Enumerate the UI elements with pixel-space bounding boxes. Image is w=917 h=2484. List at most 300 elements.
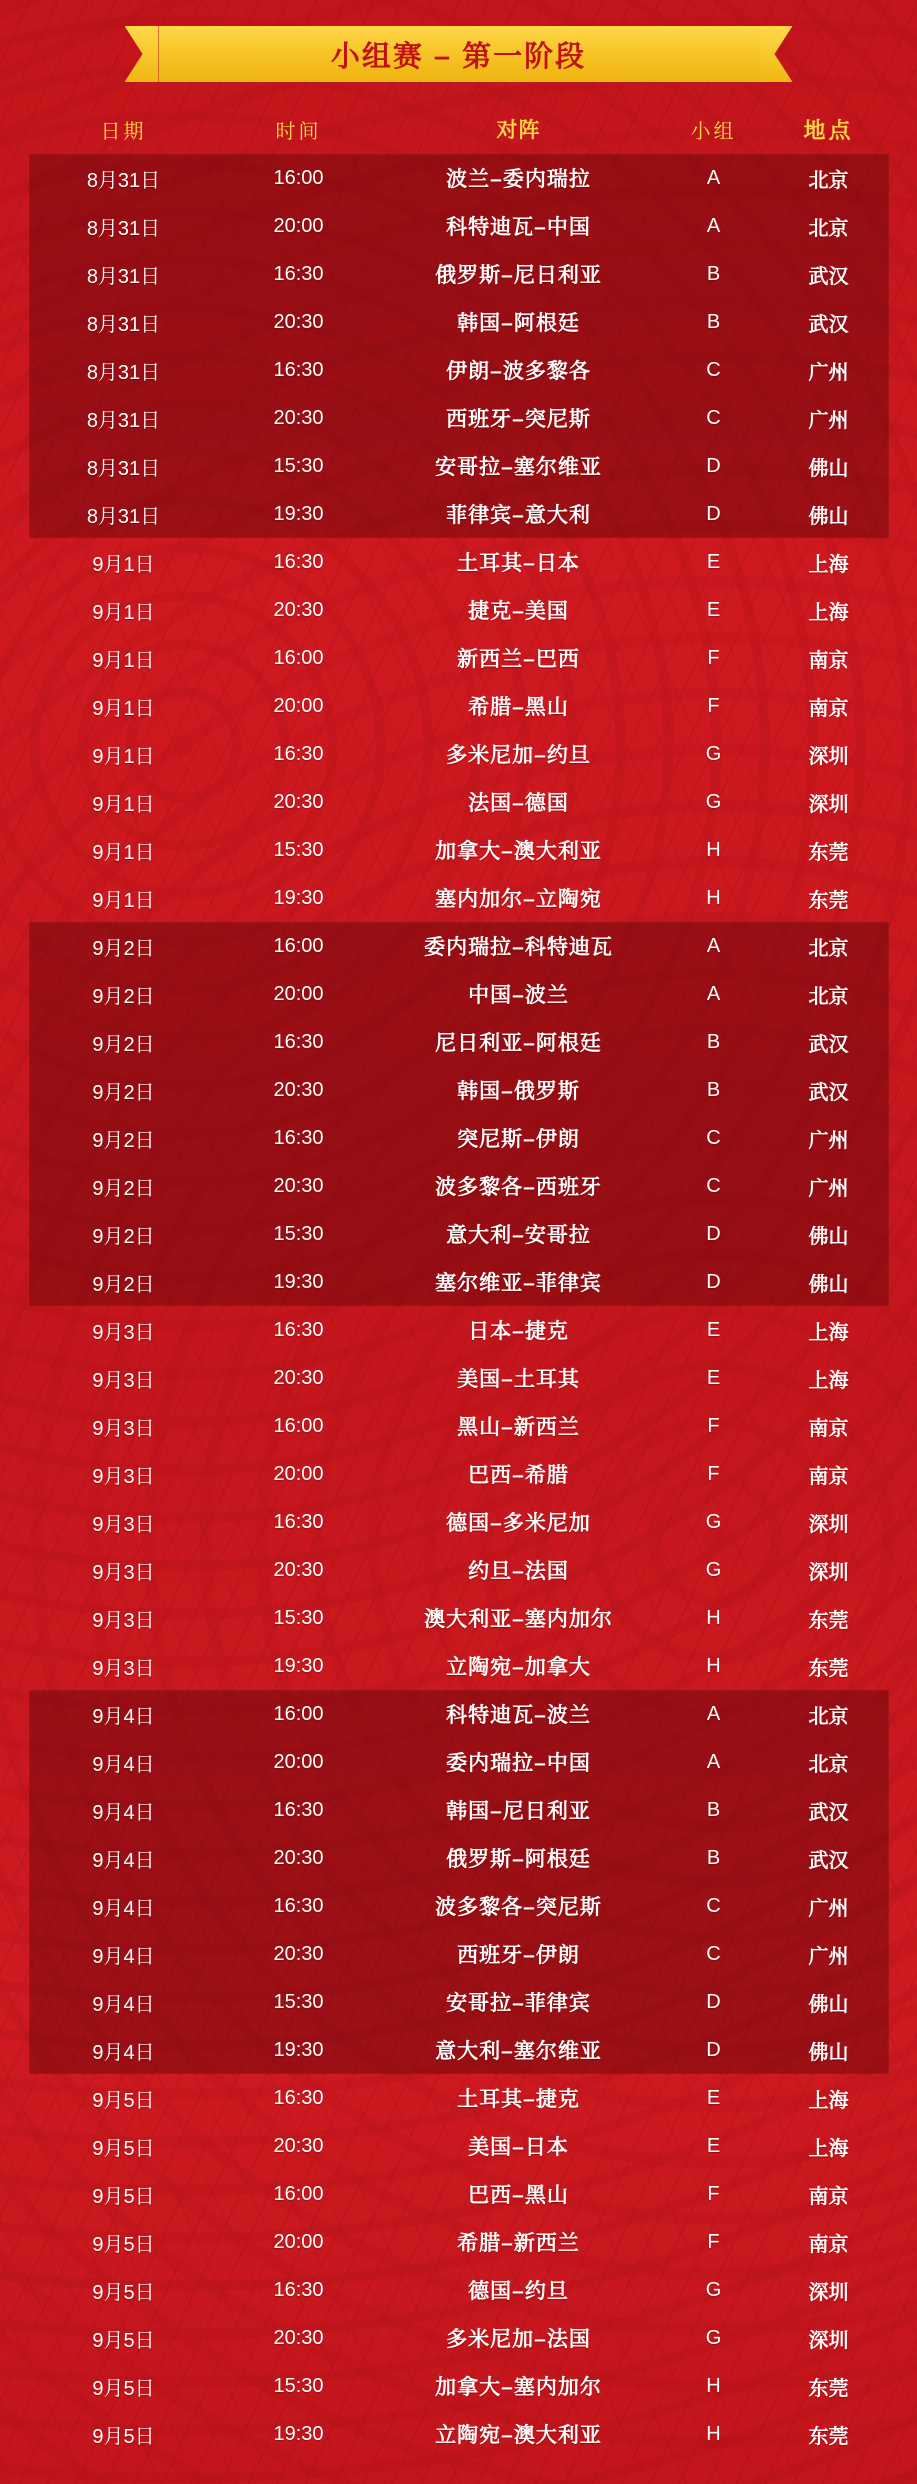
cell-group: E [706, 598, 721, 621]
cell-venue: 南京 [808, 2233, 849, 2256]
cell-match: 波多黎各–突尼斯 [435, 1896, 602, 1919]
cell-time: 16:30 [273, 1510, 324, 1533]
column-header-date: 日期 [100, 120, 147, 143]
cell-date: 9月2日 [92, 1081, 155, 1104]
cell-time: 20:30 [273, 310, 324, 333]
table-row[interactable] [29, 2122, 889, 2170]
cell-venue: 东莞 [808, 1657, 849, 1680]
cell-group: F [707, 2182, 720, 2205]
cell-match: 希腊–黑山 [468, 696, 569, 719]
table-row[interactable] [29, 2362, 889, 2410]
cell-venue: 佛山 [808, 1993, 849, 2016]
cell-match: 菲律宾–意大利 [446, 504, 591, 527]
cell-match: 黑山–新西兰 [457, 1416, 580, 1439]
cell-group: F [707, 1414, 720, 1437]
column-header-venue: 地点 [803, 117, 854, 143]
cell-match: 中国–波兰 [468, 984, 569, 1007]
cell-time: 20:30 [273, 1366, 324, 1389]
cell-date: 9月3日 [92, 1465, 155, 1488]
cell-group: B [706, 1846, 721, 1869]
cell-date: 9月3日 [92, 1321, 155, 1344]
cell-match: 安哥拉–菲律宾 [446, 1992, 591, 2015]
cell-venue: 上海 [808, 553, 849, 576]
table-row[interactable] [29, 1882, 889, 1930]
cell-venue: 武汉 [808, 1849, 849, 1872]
cell-date: 9月1日 [92, 601, 155, 624]
cell-venue: 南京 [808, 1465, 849, 1488]
cell-date: 9月5日 [92, 2281, 155, 2304]
cell-match: 意大利–安哥拉 [446, 1224, 591, 1247]
cell-venue: 东莞 [808, 889, 849, 912]
table-row[interactable] [29, 442, 889, 490]
cell-match: 韩国–阿根廷 [457, 312, 580, 335]
cell-group: D [706, 1990, 721, 2013]
table-row[interactable] [29, 1642, 889, 1690]
cell-match: 委内瑞拉–科特迪瓦 [424, 936, 613, 959]
cell-time: 19:30 [273, 1270, 324, 1293]
cell-date: 9月2日 [92, 985, 155, 1008]
cell-match: 希腊–新西兰 [457, 2232, 580, 2255]
cell-time: 15:30 [273, 1606, 324, 1629]
cell-time: 15:30 [273, 2374, 324, 2397]
cell-group: D [706, 1222, 721, 1245]
table-row[interactable] [29, 154, 889, 202]
cell-group: A [706, 214, 721, 237]
cell-group: H [706, 1606, 721, 1629]
cell-date: 9月4日 [92, 1993, 155, 2016]
cell-date: 9月1日 [92, 697, 155, 720]
cell-group: G [705, 1558, 722, 1581]
cell-venue: 武汉 [808, 265, 849, 288]
cell-time: 16:00 [273, 2182, 324, 2205]
table-row[interactable] [29, 730, 889, 778]
cell-match: 意大利–塞尔维亚 [435, 2040, 602, 2063]
cell-time: 20:30 [273, 1078, 324, 1101]
table-row[interactable] [29, 1402, 889, 1450]
day-group [29, 1306, 889, 1690]
cell-date: 9月1日 [92, 841, 155, 864]
cell-date: 8月31日 [86, 313, 161, 336]
page-title: 小组赛 – 第一阶段 [330, 40, 587, 73]
cell-match: 巴西–希腊 [468, 1464, 569, 1487]
cell-date: 9月4日 [92, 1897, 155, 1920]
table-row[interactable] [29, 1978, 889, 2026]
cell-time: 16:30 [273, 358, 324, 381]
cell-venue: 佛山 [808, 505, 849, 528]
table-row[interactable] [29, 1786, 889, 1834]
cell-date: 9月5日 [92, 2089, 155, 2112]
cell-match: 塞尔维亚–菲律宾 [435, 1272, 602, 1295]
cell-match: 俄罗斯–阿根廷 [446, 1848, 591, 1871]
cell-date: 8月31日 [86, 361, 161, 384]
cell-venue: 深圳 [808, 745, 849, 768]
day-group [29, 538, 889, 922]
table-row[interactable] [29, 2266, 889, 2314]
cell-group: E [706, 2086, 721, 2109]
cell-time: 19:30 [273, 1654, 324, 1677]
cell-time: 20:30 [273, 2326, 324, 2349]
table-row[interactable] [29, 2170, 889, 2218]
cell-date: 9月3日 [92, 1417, 155, 1440]
cell-time: 20:00 [273, 214, 324, 237]
cell-time: 15:30 [273, 1222, 324, 1245]
day-group [29, 2074, 889, 2458]
table-row[interactable] [29, 538, 889, 586]
cell-date: 9月1日 [92, 793, 155, 816]
schedule-table [29, 104, 889, 2484]
cell-venue: 佛山 [808, 1273, 849, 1296]
cell-time: 19:30 [273, 886, 324, 909]
table-row[interactable] [29, 970, 889, 1018]
cell-venue: 北京 [808, 1705, 849, 1728]
cell-date: 8月31日 [86, 409, 161, 432]
cell-time: 16:30 [273, 1318, 324, 1341]
cell-date: 9月3日 [92, 1369, 155, 1392]
cell-time: 20:00 [273, 982, 324, 1005]
cell-venue: 武汉 [808, 1801, 849, 1824]
cell-venue: 东莞 [808, 841, 849, 864]
cell-date: 9月2日 [92, 1033, 155, 1056]
cell-venue: 南京 [808, 2185, 849, 2208]
cell-group: A [706, 166, 721, 189]
cell-group: A [706, 934, 721, 957]
cell-time: 20:30 [273, 1558, 324, 1581]
cell-group: E [706, 1366, 721, 1389]
cell-match: 立陶宛–澳大利亚 [435, 2424, 602, 2447]
cell-time: 16:00 [273, 646, 324, 669]
cell-group: D [706, 1270, 721, 1293]
cell-venue: 南京 [808, 1417, 849, 1440]
cell-match: 捷克–美国 [468, 600, 569, 623]
table-row[interactable] [29, 2314, 889, 2362]
cell-date: 8月31日 [86, 265, 161, 288]
table-row[interactable] [29, 1354, 889, 1402]
cell-time: 20:00 [273, 1462, 324, 1485]
cell-group: B [706, 1798, 721, 1821]
table-row[interactable] [29, 826, 889, 874]
cell-group: G [705, 742, 722, 765]
cell-venue: 武汉 [808, 1081, 849, 1104]
cell-group: B [706, 262, 721, 285]
cell-venue: 上海 [808, 2137, 849, 2160]
cell-time: 20:30 [273, 406, 324, 429]
cell-date: 9月5日 [92, 2425, 155, 2448]
cell-match: 尼日利亚–阿根廷 [435, 1032, 602, 1055]
cell-group: H [706, 2374, 721, 2397]
cell-venue: 上海 [808, 601, 849, 624]
cell-time: 16:30 [273, 2086, 324, 2109]
cell-match: 波多黎各–西班牙 [435, 1176, 602, 1199]
cell-time: 16:30 [273, 1126, 324, 1149]
table-row[interactable] [29, 682, 889, 730]
cell-time: 19:30 [273, 2422, 324, 2445]
cell-venue: 深圳 [808, 793, 849, 816]
cell-group: G [705, 1510, 722, 1533]
cell-match: 德国–多米尼加 [446, 1512, 591, 1535]
cell-group: H [706, 886, 721, 909]
cell-match: 美国–日本 [468, 2136, 569, 2159]
cell-venue: 东莞 [808, 2425, 849, 2448]
cell-time: 15:30 [273, 1990, 324, 2013]
cell-time: 19:30 [273, 2038, 324, 2061]
table-row[interactable] [29, 586, 889, 634]
cell-match: 法国–德国 [468, 792, 569, 815]
table-row[interactable] [29, 2218, 889, 2266]
cell-date: 9月5日 [92, 2137, 155, 2160]
cell-time: 16:30 [273, 1030, 324, 1053]
table-row[interactable] [29, 778, 889, 826]
cell-date: 9月1日 [92, 553, 155, 576]
cell-match: 加拿大–塞内加尔 [435, 2376, 602, 2399]
day-group [29, 154, 889, 538]
cell-group: G [705, 2326, 722, 2349]
cell-group: C [706, 406, 721, 429]
cell-group: F [707, 1462, 720, 1485]
cell-date: 8月31日 [86, 457, 161, 480]
table-row[interactable] [29, 394, 889, 442]
cell-match: 立陶宛–加拿大 [446, 1656, 591, 1679]
cell-group: B [706, 1030, 721, 1053]
cell-group: E [706, 550, 721, 573]
table-row[interactable] [29, 1114, 889, 1162]
table-header-row [29, 104, 889, 154]
cell-time: 15:30 [273, 838, 324, 861]
cell-date: 9月5日 [92, 2233, 155, 2256]
cell-time: 16:30 [273, 262, 324, 285]
table-row[interactable] [29, 490, 889, 538]
cell-venue: 上海 [808, 1369, 849, 1392]
cell-venue: 佛山 [808, 457, 849, 480]
cell-date: 9月4日 [92, 1705, 155, 1728]
cell-date: 9月4日 [92, 1849, 155, 1872]
table-row[interactable] [29, 1066, 889, 1114]
cell-group: H [706, 838, 721, 861]
cell-date: 9月1日 [92, 649, 155, 672]
table-row[interactable] [29, 2026, 889, 2074]
table-row[interactable] [29, 1162, 889, 1210]
cell-time: 16:00 [273, 934, 324, 957]
cell-group: F [707, 694, 720, 717]
day-group [29, 1690, 889, 2074]
table-row[interactable] [29, 1450, 889, 1498]
cell-match: 多米尼加–约旦 [446, 744, 591, 767]
cell-date: 9月5日 [92, 2377, 155, 2400]
cell-venue: 北京 [808, 985, 849, 1008]
cell-match: 科特迪瓦–波兰 [446, 1704, 591, 1727]
cell-match: 委内瑞拉–中国 [446, 1752, 591, 1775]
cell-venue: 深圳 [808, 1561, 849, 1584]
cell-venue: 佛山 [808, 2041, 849, 2064]
cell-venue: 武汉 [808, 313, 849, 336]
table-row[interactable] [29, 1594, 889, 1642]
cell-time: 20:30 [273, 2134, 324, 2157]
cell-time: 15:30 [273, 454, 324, 477]
table-row[interactable] [29, 1546, 889, 1594]
cell-time: 16:30 [273, 550, 324, 573]
cell-venue: 上海 [808, 2089, 849, 2112]
table-row[interactable] [29, 1690, 889, 1738]
cell-venue: 南京 [808, 697, 849, 720]
cell-match: 塞内加尔–立陶宛 [435, 888, 602, 911]
cell-group: A [706, 1750, 721, 1773]
cell-time: 16:30 [273, 1894, 324, 1917]
cell-time: 20:30 [273, 790, 324, 813]
cell-venue: 广州 [808, 1177, 849, 1200]
cell-venue: 深圳 [808, 2329, 849, 2352]
cell-date: 9月2日 [92, 1225, 155, 1248]
cell-group: H [706, 1654, 721, 1677]
cell-group: G [705, 790, 722, 813]
cell-match: 西班牙–突尼斯 [446, 408, 591, 431]
cell-venue: 北京 [808, 217, 849, 240]
cell-match: 西班牙–伊朗 [457, 1944, 580, 1967]
cell-match: 土耳其–捷克 [457, 2088, 580, 2111]
cell-group: D [706, 454, 721, 477]
cell-date: 9月2日 [92, 1129, 155, 1152]
cell-match: 澳大利亚–塞内加尔 [424, 1608, 613, 1631]
cell-date: 8月31日 [86, 217, 161, 240]
cell-match: 突尼斯–伊朗 [457, 1128, 580, 1151]
cell-venue: 广州 [808, 1129, 849, 1152]
table-row[interactable] [29, 1498, 889, 1546]
cell-group: B [706, 310, 721, 333]
cell-venue: 广州 [808, 361, 849, 384]
cell-group: D [706, 2038, 721, 2061]
cell-group: G [705, 2278, 722, 2301]
cell-venue: 东莞 [808, 2377, 849, 2400]
table-row[interactable] [29, 1834, 889, 1882]
table-row[interactable] [29, 1930, 889, 1978]
cell-venue: 上海 [808, 1321, 849, 1344]
cell-date: 8月31日 [86, 169, 161, 192]
cell-date: 9月4日 [92, 1753, 155, 1776]
cell-time: 20:30 [273, 598, 324, 621]
cell-group: C [706, 1174, 721, 1197]
cell-venue: 广州 [808, 409, 849, 432]
cell-match: 新西兰–巴西 [457, 648, 580, 671]
cell-match: 土耳其–日本 [457, 552, 580, 575]
table-row[interactable] [29, 1258, 889, 1306]
cell-group: F [707, 2230, 720, 2253]
cell-group: C [706, 1894, 721, 1917]
cell-date: 9月3日 [92, 1513, 155, 1536]
cell-date: 8月31日 [86, 505, 161, 528]
cell-date: 9月3日 [92, 1609, 155, 1632]
cell-date: 9月4日 [92, 2041, 155, 2064]
cell-match: 约旦–法国 [468, 1560, 569, 1583]
table-row[interactable] [29, 922, 889, 970]
cell-match: 俄罗斯–尼日利亚 [435, 264, 602, 287]
cell-match: 科特迪瓦–中国 [446, 216, 591, 239]
cell-venue: 北京 [808, 169, 849, 192]
cell-date: 9月3日 [92, 1561, 155, 1584]
cell-match: 德国–约旦 [468, 2280, 569, 2303]
title-banner [159, 26, 759, 82]
column-header-group: 小组 [690, 120, 737, 143]
cell-group: H [706, 2422, 721, 2445]
cell-match: 日本–捷克 [468, 1320, 569, 1343]
column-header-time: 时间 [275, 120, 322, 143]
table-body [29, 154, 889, 2458]
cell-time: 20:30 [273, 1846, 324, 1869]
table-row[interactable] [29, 1210, 889, 1258]
day-group [29, 922, 889, 1306]
table-row[interactable] [29, 1018, 889, 1066]
cell-match: 多米尼加–法国 [446, 2328, 591, 2351]
banner-container [0, 0, 917, 82]
cell-group: C [706, 1942, 721, 1965]
table-row[interactable] [29, 1306, 889, 1354]
cell-match: 美国–土耳其 [457, 1368, 580, 1391]
cell-group: B [706, 1078, 721, 1101]
cell-venue: 深圳 [808, 1513, 849, 1536]
table-row[interactable] [29, 634, 889, 682]
cell-venue: 佛山 [808, 1225, 849, 1248]
cell-match: 加拿大–澳大利亚 [435, 840, 602, 863]
cell-date: 9月4日 [92, 1945, 155, 1968]
cell-time: 16:00 [273, 1414, 324, 1437]
cell-date: 9月5日 [92, 2185, 155, 2208]
table-row[interactable] [29, 250, 889, 298]
cell-time: 16:00 [273, 166, 324, 189]
cell-venue: 南京 [808, 649, 849, 672]
cell-time: 20:00 [273, 2230, 324, 2253]
cell-group: A [706, 982, 721, 1005]
cell-time: 20:30 [273, 1174, 324, 1197]
cell-time: 16:30 [273, 742, 324, 765]
cell-group: F [707, 646, 720, 669]
cell-time: 20:00 [273, 694, 324, 717]
cell-time: 16:00 [273, 1702, 324, 1725]
cell-venue: 广州 [808, 1897, 849, 1920]
cell-match: 安哥拉–塞尔维亚 [435, 456, 602, 479]
cell-group: E [706, 2134, 721, 2157]
cell-date: 9月2日 [92, 1273, 155, 1296]
table-row[interactable] [29, 874, 889, 922]
cell-group: D [706, 502, 721, 525]
cell-date: 9月2日 [92, 1177, 155, 1200]
cell-time: 20:30 [273, 1942, 324, 1965]
cell-match: 巴西–黑山 [468, 2184, 569, 2207]
cell-time: 20:00 [273, 1750, 324, 1773]
cell-group: A [706, 1702, 721, 1725]
cell-date: 9月1日 [92, 889, 155, 912]
cell-venue: 北京 [808, 937, 849, 960]
table-row[interactable] [29, 346, 889, 394]
cell-group: E [706, 1318, 721, 1341]
cell-match: 波兰–委内瑞拉 [446, 168, 591, 191]
table-row[interactable] [29, 1738, 889, 1786]
cell-date: 9月2日 [92, 937, 155, 960]
cell-time: 16:30 [273, 1798, 324, 1821]
cell-date: 9月5日 [92, 2329, 155, 2352]
table-row[interactable] [29, 202, 889, 250]
table-row[interactable] [29, 2074, 889, 2122]
cell-time: 16:30 [273, 2278, 324, 2301]
cell-match: 伊朗–波多黎各 [446, 360, 591, 383]
table-row[interactable] [29, 2410, 889, 2458]
cell-match: 韩国–俄罗斯 [457, 1080, 580, 1103]
cell-venue: 北京 [808, 1753, 849, 1776]
cell-venue: 东莞 [808, 1609, 849, 1632]
cell-date: 9月3日 [92, 1657, 155, 1680]
column-header-match: 对阵 [496, 119, 541, 142]
cell-venue: 深圳 [808, 2281, 849, 2304]
cell-match: 韩国–尼日利亚 [446, 1800, 591, 1823]
cell-date: 9月4日 [92, 1801, 155, 1824]
cell-group: C [706, 358, 721, 381]
table-row[interactable] [29, 298, 889, 346]
